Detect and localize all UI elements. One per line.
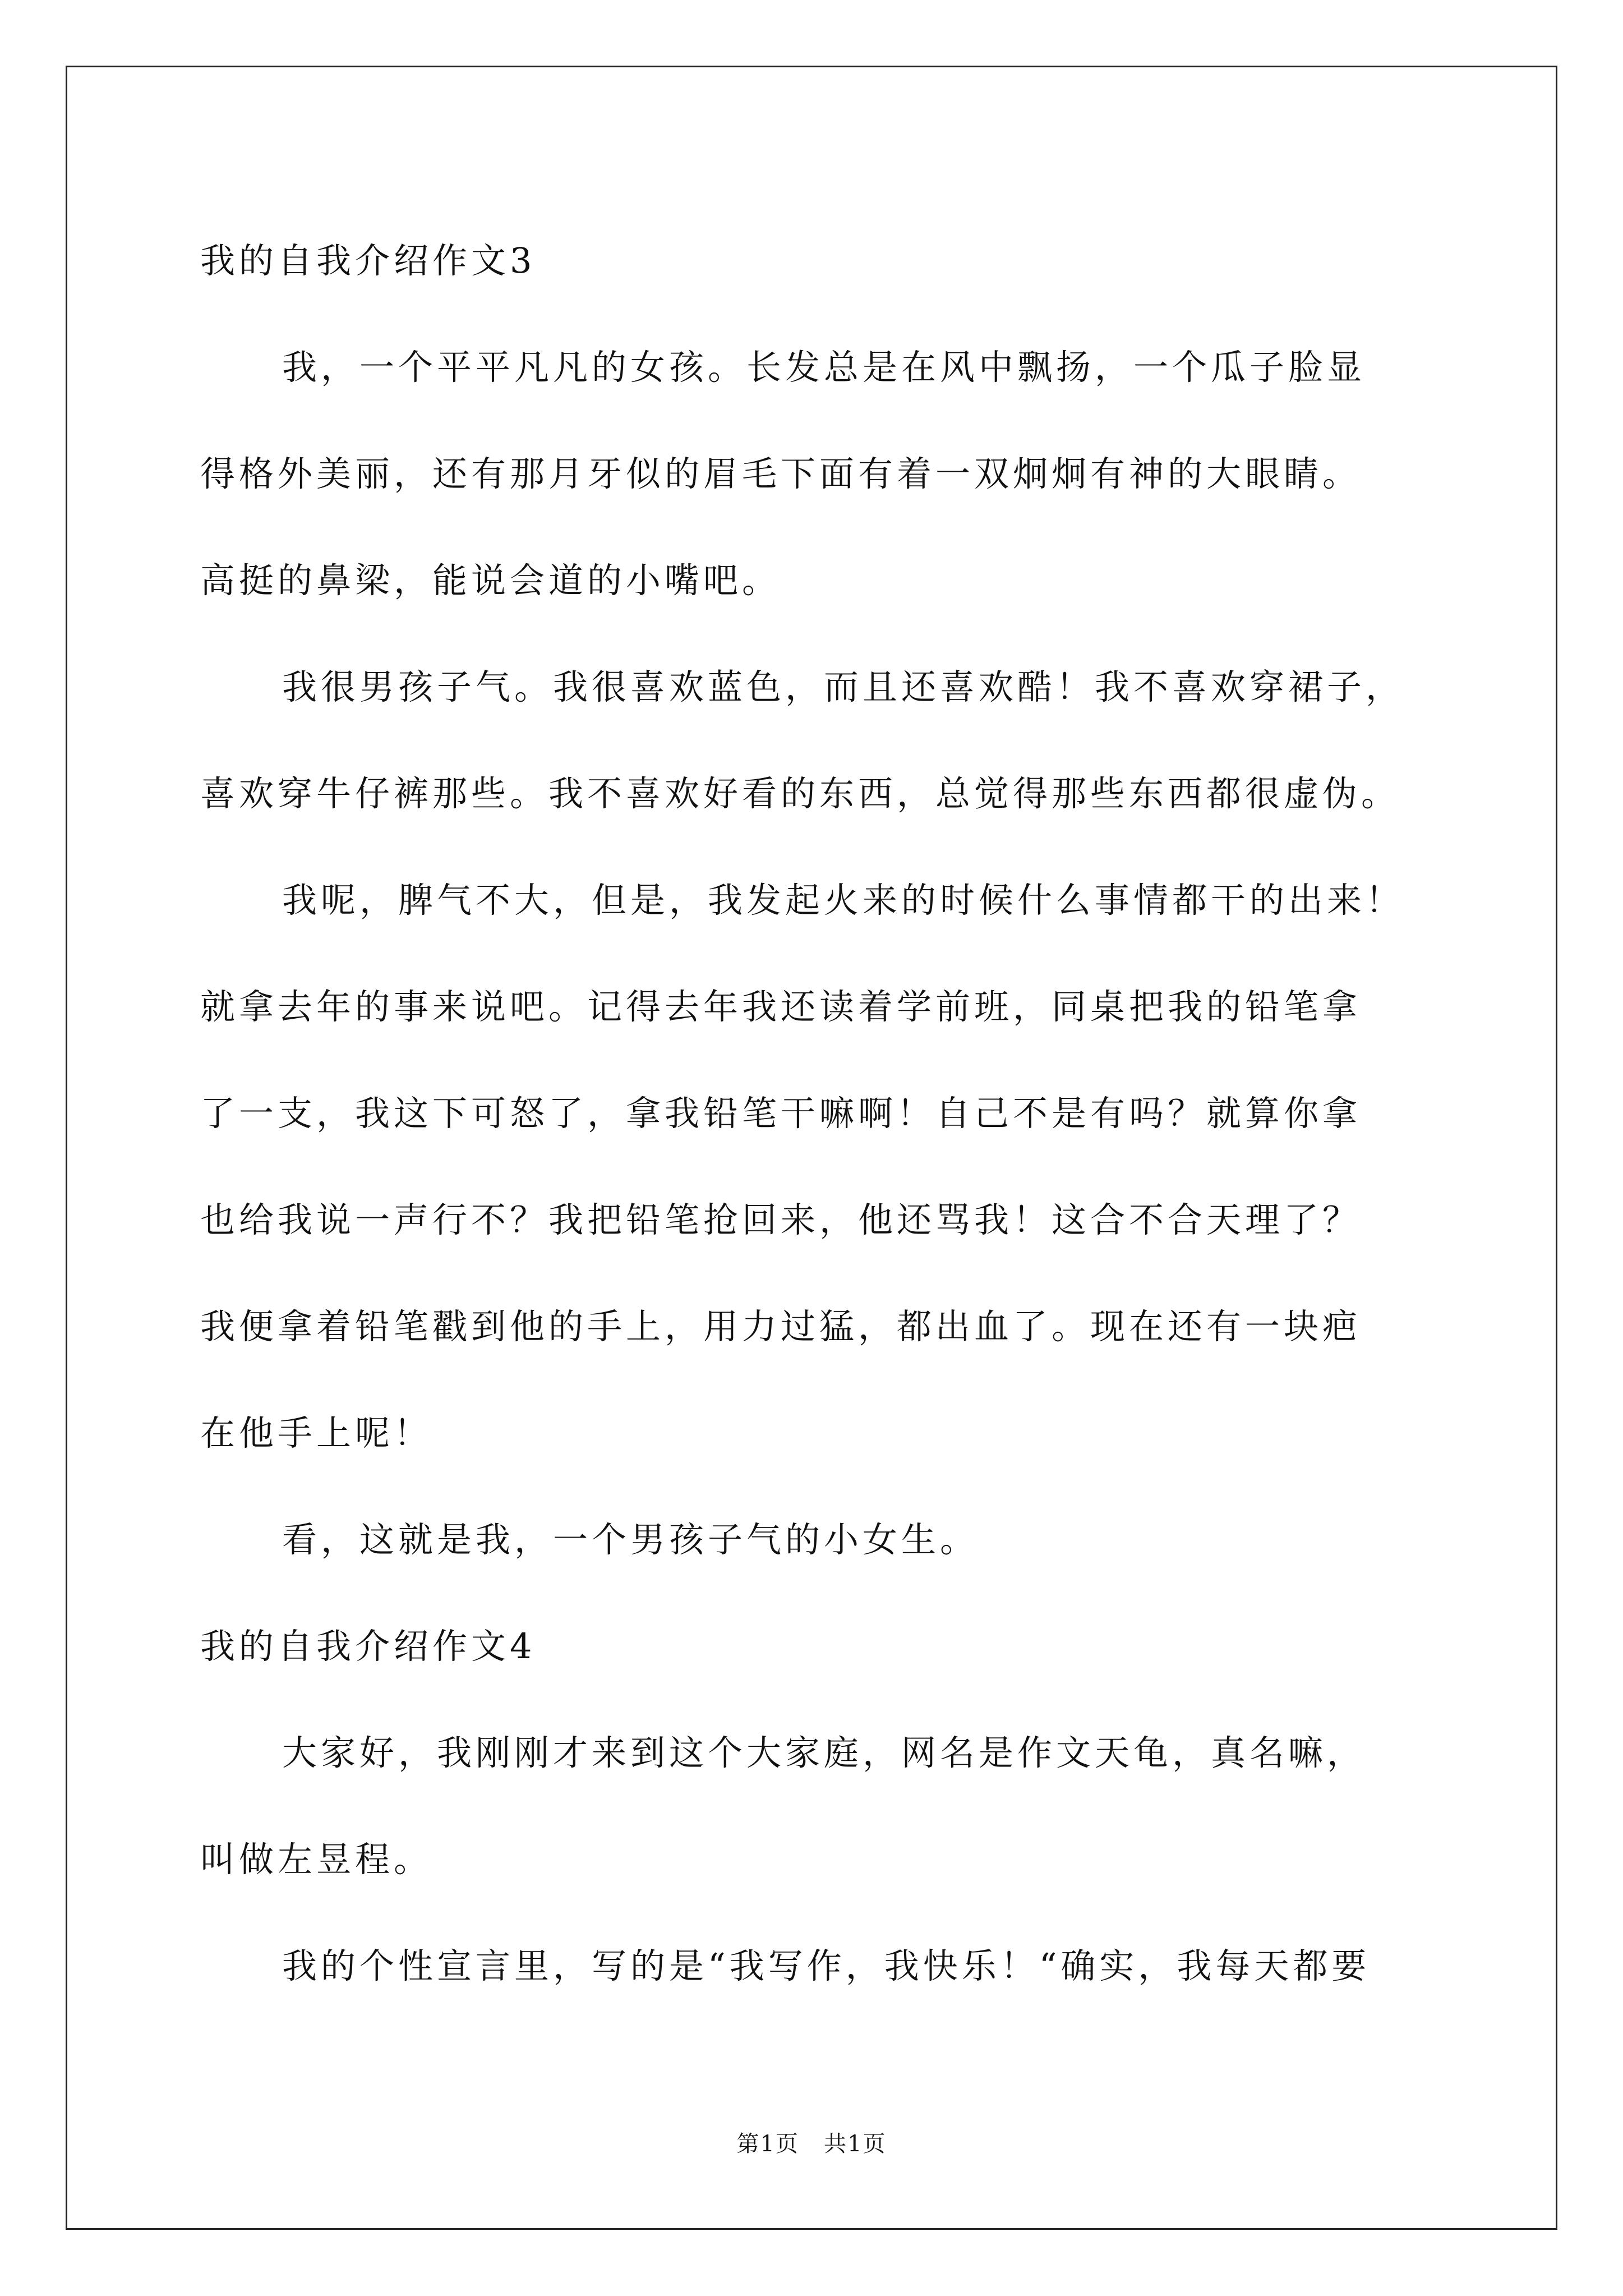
paragraph-line: 我呢，脾气不大，但是，我发起火来的时候什么事情都干的出来！ [282, 880, 1405, 921]
page-number-footer: 第1页 共1页 [736, 2131, 887, 2157]
paragraph-line: 在他手上呢！ [200, 1412, 433, 1453]
paragraph-line: 我便拿着铅笔戳到他的手上，用力过猛，都出血了。现在还有一块疤 [200, 1306, 1362, 1347]
paragraph-line: 我很男孩子气。我很喜欢蓝色，而且还喜欢酷！我不喜欢穿裙子， [282, 666, 1405, 707]
document-body [200, 208, 1434, 2019]
paragraph-line: 得格外美丽，还有那月牙似的眉毛下面有着一双炯炯有神的大眼睛。 [200, 453, 1362, 494]
essay-heading-3: 我的自我介绍作文3 [200, 240, 536, 281]
paragraph-line: 也给我说一声行不？我把铅笔抢回来，他还骂我！这合不合天理了？ [200, 1199, 1362, 1240]
paragraph-line: 就拿去年的事来说吧。记得去年我还读着学前班，同桌把我的铅笔拿 [200, 986, 1362, 1027]
paragraph-line: 叫做左昱程。 [200, 1839, 433, 1880]
paragraph-line: 了一支，我这下可怒了，拿我铅笔干嘛啊！自己不是有吗？就算你拿 [200, 1093, 1362, 1134]
paragraph-line: 高挺的鼻梁，能说会道的小嘴吧。 [200, 560, 781, 601]
paragraph-line: 我的个性宣言里，写的是“我写作，我快乐！“确实，我每天都要 [282, 1945, 1371, 1986]
essay-heading-4: 我的自我介绍作文4 [200, 1626, 536, 1667]
paragraph-line: 喜欢穿牛仔裤那些。我不喜欢好看的东西，总觉得那些东西都很虚伪。 [200, 773, 1400, 814]
paragraph-line: 我，一个平平凡凡的女孩。长发总是在风中飘扬，一个瓜子脸显 [282, 347, 1366, 388]
paragraph-line: 大家好，我刚刚才来到这个大家庭，网名是作文天龟，真名嘛， [282, 1732, 1366, 1773]
paragraph-line: 看，这就是我，一个男孩子气的小女生。 [282, 1519, 979, 1560]
